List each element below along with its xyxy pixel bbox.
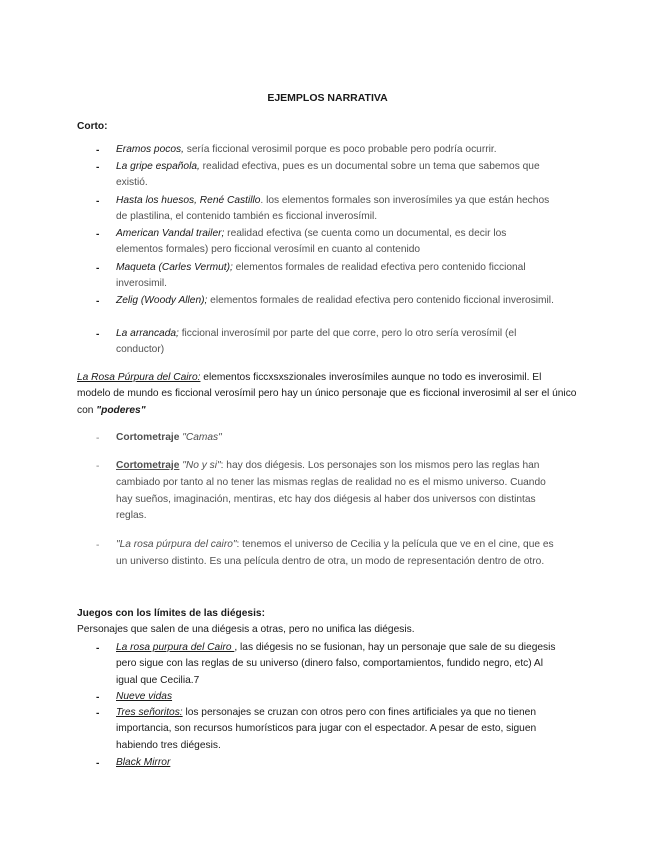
rosa-paragraph (77, 370, 577, 419)
item-text: elementos formales de realidad efectiva pero contenido ficcional inverosimil. (207, 295, 554, 306)
item-text: , las diégesis no se fusionan, hay un personaje que sale de su diegesis pero sigue con las reglas de su universo (dinero falso, comportamientos, fundido negro, etc) Al igual que Cecilia.7 (116, 642, 556, 686)
item-text: : tenemos el universo de Cecilia y la película que ve en el cine, que es un universo distinto. Es una película dentro de otra, un modo de representación dentro de otro. (116, 539, 554, 567)
list-bullet: - (96, 692, 100, 703)
list-item (116, 193, 556, 226)
item-text: elementos formales de realidad efectiva pero contenido ficcional inverosimil. (116, 262, 526, 290)
list-item (116, 326, 556, 359)
item-title: La gripe española, (116, 161, 200, 172)
item-title: Tres señoritos: (116, 707, 183, 718)
list-bullet: - (96, 145, 100, 156)
list-bullet: - (96, 461, 100, 472)
item-title: La arrancada; (116, 328, 179, 339)
item-text: los personajes se cruzan con otros pero con fines artificiales ya que no tienen importancia, son recursos humorísticos para jugar con el espectador. A pesar de esto, siguen habiendo tres diégesis. (116, 707, 537, 751)
list-bullet: - (96, 643, 100, 654)
item-label: Cortometraje (116, 432, 180, 443)
list-bullet: - (96, 296, 100, 307)
item-text: : hay dos diégesis. Los personajes son los mismos pero las reglas han cambiado por tanto al no tener las mismas reglas de realidad no es el mismo universo. Cuando hay sueños, imaginación, mentiras, etc hay dos diégesis al haber dos universos con distintas reglas. (116, 460, 546, 522)
section-title-juegos: Juegos con los límites de las diégesis: (77, 608, 265, 619)
rosa-text: elementos ficcxsxszionales inverosímiles aunque no todo es inverosimil. El modelo de mundo es ficcional verosímil pero hay un único personaje que es ficcional inverosimil al ser el único con (77, 372, 577, 416)
item-title: Hasta los huesos, René Castillo (116, 195, 261, 206)
list-item (116, 689, 556, 705)
item-text: realidad efectiva, pues es un documental sobre un tema que sabemos que existió. (116, 161, 540, 189)
list-bullet: - (96, 433, 100, 444)
item-title: "No y si" (182, 460, 221, 471)
list-item (116, 640, 564, 689)
rosa-title: La Rosa Púrpura del Cairo: (77, 372, 201, 383)
list-bullet: - (96, 162, 100, 173)
juegos-intro: Personajes que salen de una diégesis a otras, pero no unifica las diégesis. (77, 624, 415, 635)
page-title: EJEMPLOS NARRATIVA (267, 92, 388, 104)
poderes-text: "poderes" (96, 404, 146, 416)
item-title: "Camas" (182, 432, 222, 443)
item-title: La rosa purpura del Cairo (116, 642, 235, 653)
list-item (116, 260, 556, 293)
list-item (116, 293, 556, 309)
list-bullet: - (96, 229, 100, 240)
list-item (116, 755, 556, 771)
item-title: Zelig (Woody Allen); (116, 295, 208, 306)
list-bullet: - (96, 329, 100, 340)
list-item (116, 458, 562, 525)
list-item (116, 226, 556, 259)
item-text: ficcional inverosímil por parte del que corre, pero lo otro sería verosímil (el conductor) (116, 328, 517, 356)
list-bullet: - (96, 540, 100, 551)
list-bullet: - (96, 263, 100, 274)
item-title: "La rosa púrpura del cairo" (116, 539, 237, 550)
list-bullet: - (96, 196, 100, 207)
list-item (116, 142, 556, 158)
item-title: American Vandal trailer; (116, 228, 225, 239)
item-title: Eramos pocos, (116, 144, 184, 155)
list-bullet: - (96, 758, 100, 769)
list-item (116, 430, 562, 447)
item-label: Cortometraje (116, 460, 180, 471)
item-title: Maqueta (Carles Vermut); (116, 262, 233, 273)
item-text: sería ficcional verosimil porque es poco probable pero podría ocurrir. (183, 144, 497, 155)
item-title: Nueve vidas (116, 691, 173, 702)
list-bullet: - (96, 708, 100, 719)
item-text: realidad efectiva (se cuenta como un documental, es decir los elementos formales) pero ficcional verosímil en cuanto al contenido (116, 228, 507, 256)
item-title: Black Mirror (116, 757, 171, 768)
list-item (116, 159, 556, 192)
list-item (116, 537, 562, 571)
item-text: . los elementos formales son inverosímiles ya que están hechos de plastilina, el contenido también es ficcional inverosímil. (116, 195, 550, 223)
section-label-corto: Corto: (77, 121, 108, 132)
list-item (116, 705, 564, 754)
